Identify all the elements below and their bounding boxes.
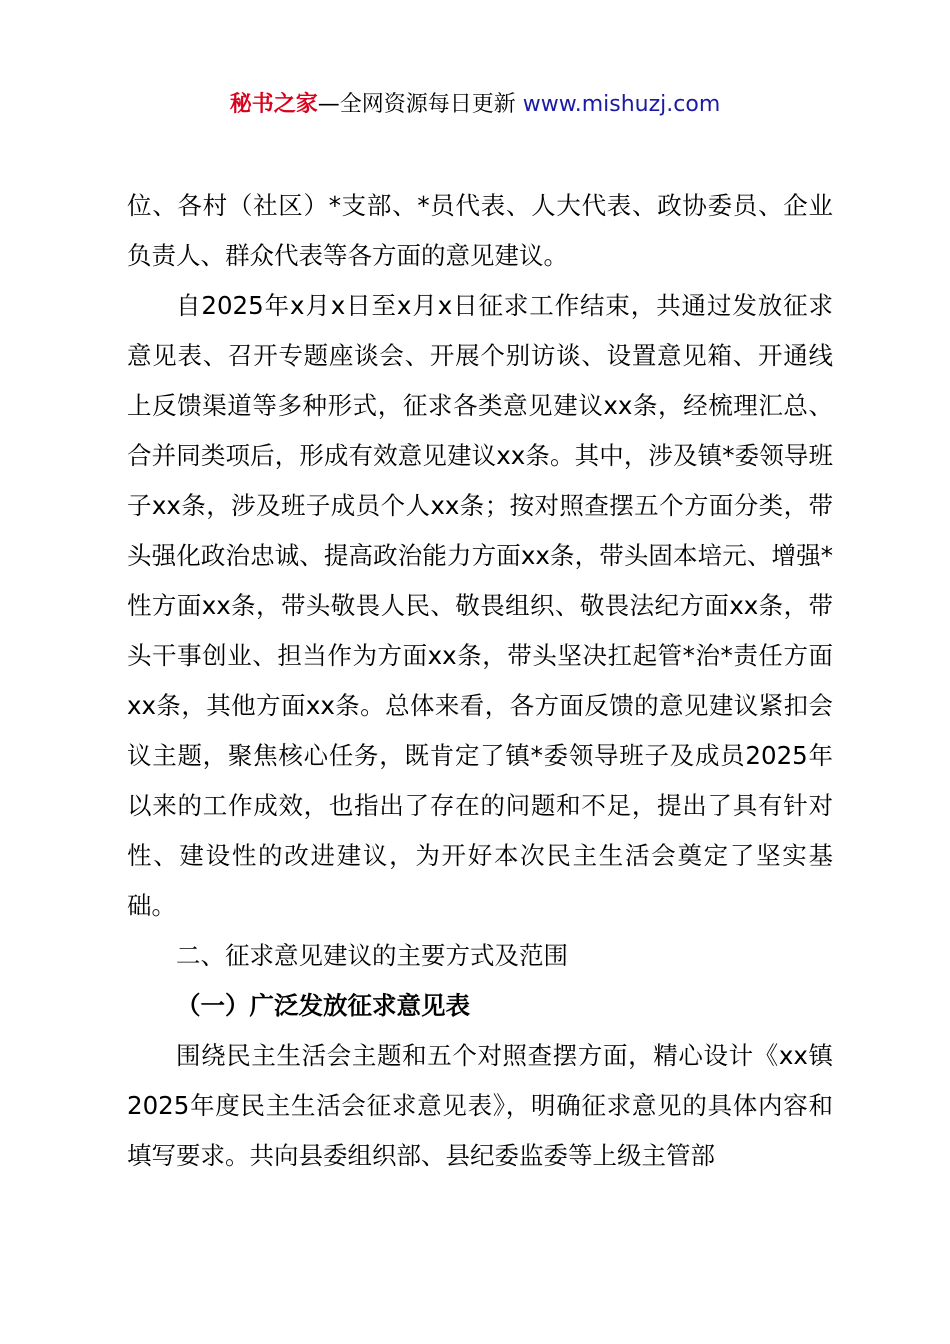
paragraph-summary: 自2025年x月x日至x月x日征求工作结束，共通过发放征求意见表、召开专题座谈会、开展个别访谈、设置意见箱、开通线上反馈渠道等多种形式，征求各类意见建议xx条，经梳理汇总、合并同类项后，形成有效意见建议xx条。其中，涉及镇*委领导班子xx条，涉及班子成员个人xx条；按对照查摆五个方面分类，带头强化政治忠诚、提高政治能力方面xx条，带头固本培元、增强*性方面xx条，带头敬畏人民、敬畏组织、敬畏法纪方面xx条，带头干事创业、担当作为方面xx条，带头坚决扛起管*治*责任方面xx条，其他方面xx条。总体来看，各方面反馈的意见建议紧扣会议主题，聚焦核心任务，既肯定了镇*委领导班子及成员2025年以来的工作成效，也指出了存在的问题和不足，提出了具有针对性、建设性的改进建议，为开好本次民主生活会奠定了坚实基础。 bbox=[127, 291, 833, 920]
paragraph-continued: 位、各村（社区）*支部、*员代表、人大代表、政协委员、企业负责人、群众代表等各方面的意见建议。 bbox=[127, 191, 833, 270]
document-body bbox=[127, 181, 833, 1181]
subsection-heading: （一）广泛发放征求意见表 bbox=[176, 991, 470, 1020]
header-url[interactable]: www.mishuzj.com bbox=[522, 92, 721, 117]
section-heading: 二、征求意见建议的主要方式及范围 bbox=[176, 941, 568, 970]
page-header bbox=[0, 88, 950, 122]
header-brand: 秘书之家 bbox=[229, 92, 318, 117]
paragraph-questionnaire: 围绕民主生活会主题和五个对照查摆方面，精心设计《xx镇2025年度民主生活会征求意见表》，明确征求意见的具体内容和填写要求。共向县委组织部、县纪委监委等上级主管部 bbox=[127, 1041, 833, 1170]
header-slogan: —全网资源每日更新 bbox=[317, 92, 523, 117]
